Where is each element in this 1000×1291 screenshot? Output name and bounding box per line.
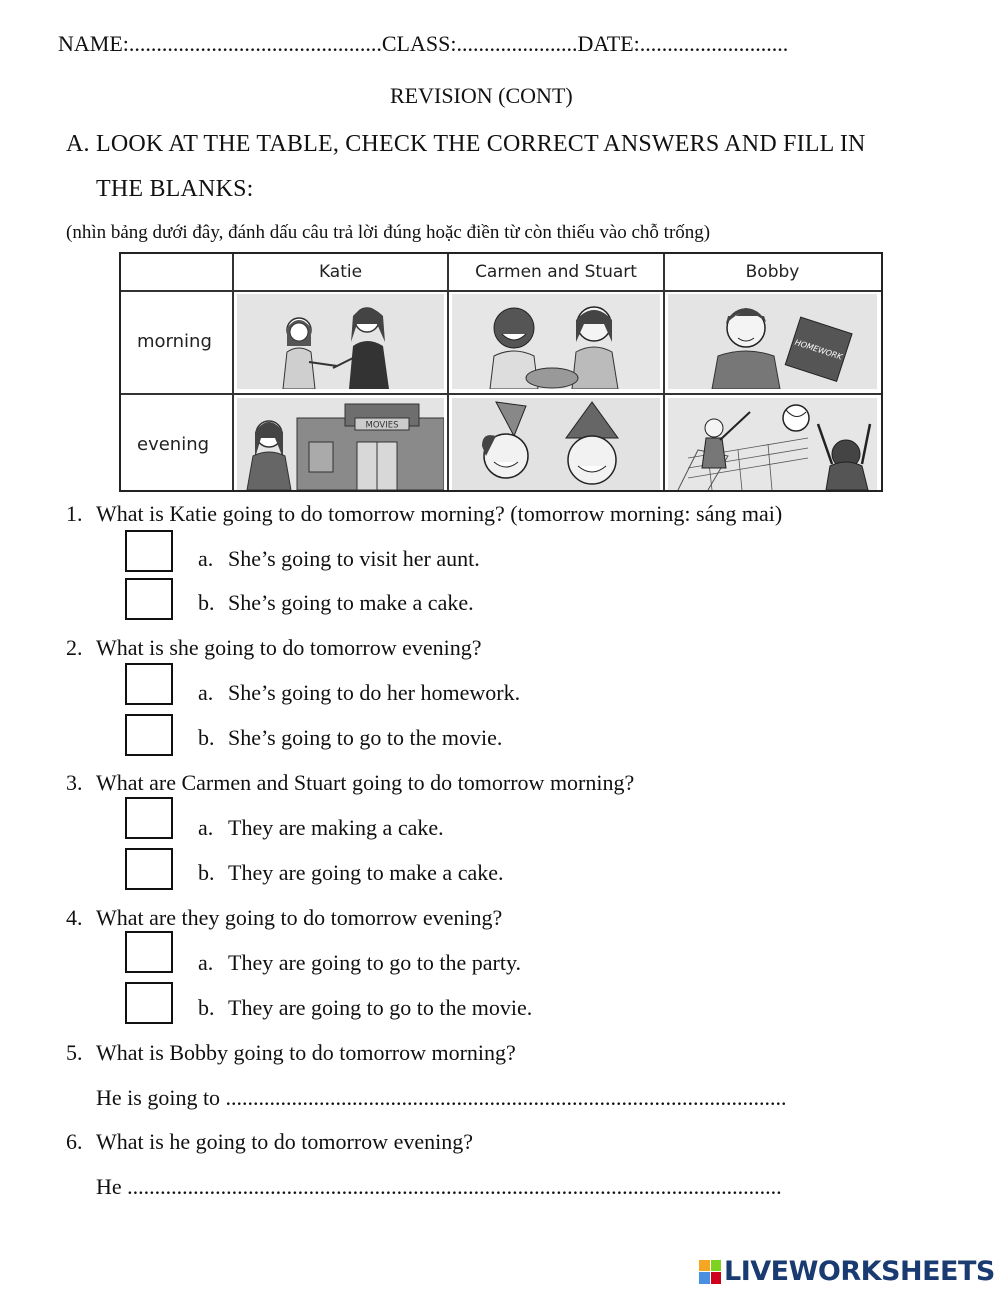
column-header-bobby: Bobby bbox=[745, 262, 800, 282]
answer-fill-line[interactable]: He ....................................................................................................................... bbox=[96, 1174, 782, 1199]
question-text: What is Bobby going to do tomorrow morning? bbox=[96, 1040, 516, 1065]
column-header-carmen-stuart: Carmen and Stuart bbox=[475, 262, 637, 282]
question-number: 4. bbox=[66, 905, 83, 930]
section-a-instruction-line2: THE BLANKS: bbox=[96, 176, 254, 202]
liveworksheets-logo-text: LIVEWORKSHEETS bbox=[724, 1256, 995, 1287]
answer-checkbox[interactable] bbox=[125, 530, 173, 572]
option-text: She’s going to do her homework. bbox=[228, 680, 521, 705]
picture-katie-visit-aunt bbox=[237, 294, 444, 389]
vietnamese-hint: (nhìn bảng dưới đây, đánh dấu câu trả lời đúng hoặc điền từ còn thiếu vào chỗ trống) bbox=[66, 222, 711, 243]
picture-carmen-stuart-party bbox=[452, 398, 660, 490]
row-label-morning: morning bbox=[137, 330, 212, 352]
section-a-instruction-line1: LOOK AT THE TABLE, CHECK THE CORRECT ANSWERS AND FILL IN bbox=[96, 131, 866, 157]
question-number: 2. bbox=[66, 635, 83, 660]
option-label: a. bbox=[198, 546, 214, 571]
option-label: b. bbox=[198, 860, 215, 885]
answer-checkbox[interactable] bbox=[125, 578, 173, 620]
page-title: REVISION (CONT) bbox=[390, 83, 573, 108]
question-text: What is Katie going to do tomorrow morning? (tomorrow morning: sáng mai) bbox=[96, 501, 783, 526]
option-text: She’s going to visit her aunt. bbox=[228, 546, 480, 571]
option-label: a. bbox=[198, 950, 214, 975]
column-header-katie: Katie bbox=[318, 262, 363, 282]
question-number: 5. bbox=[66, 1040, 83, 1065]
answer-checkbox[interactable] bbox=[125, 663, 173, 705]
answer-checkbox[interactable] bbox=[125, 931, 173, 973]
answer-checkbox[interactable] bbox=[125, 982, 173, 1024]
option-text: They are going to go to the party. bbox=[228, 950, 522, 975]
question-text: What is she going to do tomorrow evening? bbox=[96, 635, 482, 660]
option-text: She’s going to make a cake. bbox=[228, 590, 474, 615]
activity-table bbox=[119, 252, 883, 492]
option-label: a. bbox=[198, 815, 214, 840]
section-a-label: A. bbox=[66, 131, 90, 157]
option-text: They are going to go to the movie. bbox=[228, 995, 533, 1020]
question-number: 6. bbox=[66, 1129, 83, 1154]
homework-book-text: HOMEWORK bbox=[793, 337, 844, 362]
picture-carmen-stuart-make-cake bbox=[452, 294, 660, 389]
question-text: What is he going to do tomorrow evening? bbox=[96, 1129, 473, 1154]
picture-bobby-homework bbox=[668, 294, 877, 389]
option-label: b. bbox=[198, 590, 215, 615]
answer-checkbox[interactable] bbox=[125, 848, 173, 890]
question-text: What are Carmen and Stuart going to do tomorrow morning? bbox=[96, 770, 635, 795]
option-text: She’s going to go to the movie. bbox=[228, 725, 503, 750]
question-number: 1. bbox=[66, 501, 83, 526]
option-label: b. bbox=[198, 725, 215, 750]
picture-bobby-volleyball bbox=[668, 398, 877, 490]
answer-checkbox[interactable] bbox=[125, 797, 173, 839]
question-number: 3. bbox=[66, 770, 83, 795]
option-text: They are making a cake. bbox=[228, 815, 444, 840]
question-text: What are they going to do tomorrow evening? bbox=[96, 905, 503, 930]
movies-sign-text: MOVIES bbox=[365, 420, 399, 431]
name-class-date-line: NAME:..............................................CLASS:......................DATE:........................... bbox=[58, 31, 789, 56]
option-label: a. bbox=[198, 680, 214, 705]
liveworksheets-logo bbox=[699, 1256, 995, 1287]
picture-katie-movies bbox=[237, 398, 444, 490]
answer-checkbox[interactable] bbox=[125, 714, 173, 756]
option-text: They are going to make a cake. bbox=[228, 860, 504, 885]
option-label: b. bbox=[198, 995, 215, 1020]
answer-fill-line[interactable]: He is going to ...................................................................................................... bbox=[96, 1085, 787, 1110]
row-label-evening: evening bbox=[137, 433, 210, 455]
liveworksheets-logo-icon bbox=[699, 1260, 721, 1284]
